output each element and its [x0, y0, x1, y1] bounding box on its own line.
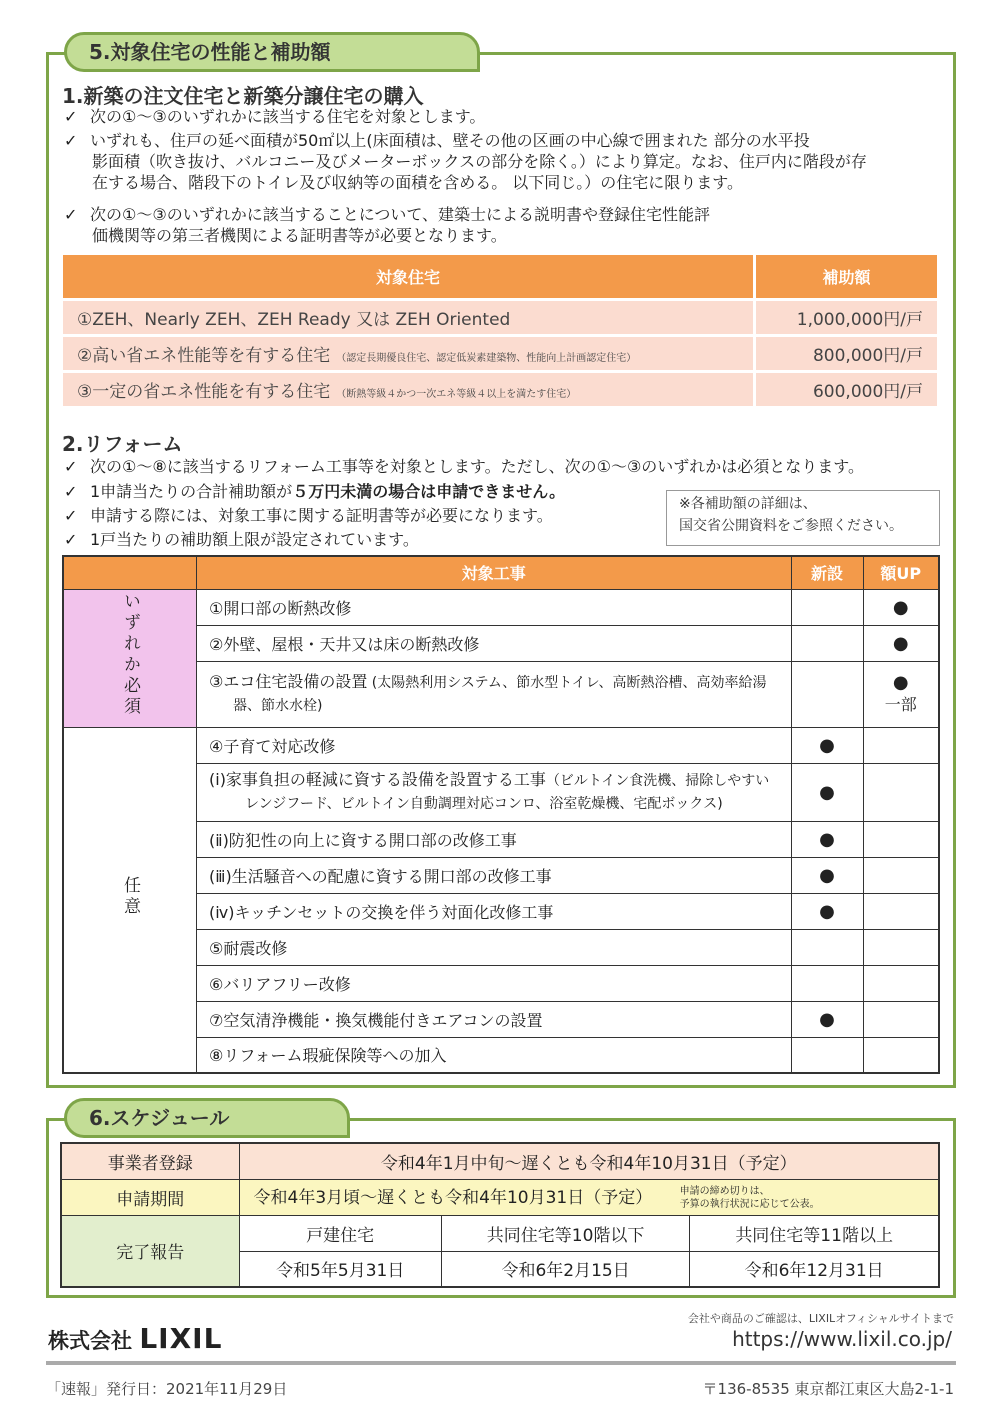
table-row — [62, 336, 939, 372]
new-mark — [791, 965, 863, 1001]
reform-bullet-4: ✓ 1戸当たりの補助額上限が設定されています。 — [64, 530, 419, 549]
registration-label: 事業者登録 — [61, 1143, 239, 1179]
house-name: ②高い省エネ性能等を有する住宅 （認定長期優良住宅、認定低炭素建築物、性能向上計画認定住宅） — [62, 336, 755, 372]
new-mark — [791, 1037, 863, 1073]
reform-subtitle: 2.リフォーム — [62, 432, 183, 456]
issue-date: 「速報」発行日：2021年11月29日 — [46, 1380, 288, 1398]
reform-work-table — [62, 555, 940, 1074]
newbuild-subtitle: 1.新築の注文住宅と新築分譲住宅の購入 — [62, 84, 424, 108]
work-item: ①開口部の断熱改修 — [197, 589, 792, 625]
col-apartment-low: 共同住宅等10階以下 — [441, 1215, 689, 1251]
check-icon: ✓ — [64, 530, 78, 549]
new-mark: ● — [791, 821, 863, 857]
col-apartment-high: 共同住宅等11階以上 — [690, 1215, 939, 1251]
header-house: 対象住宅 — [62, 254, 755, 300]
col-detached: 戸建住宅 — [239, 1215, 441, 1251]
work-item: (ⅱ)防犯性の向上に資する開口部の改修工事 — [197, 821, 792, 857]
company-address: 〒136-8535 東京都江東区大島2-1-1 — [702, 1380, 954, 1398]
new-mark — [791, 661, 863, 727]
website-link[interactable]: https://www.lixil.co.jp/ — [732, 1327, 952, 1351]
table-row — [61, 1143, 939, 1179]
table-row — [61, 1215, 939, 1251]
table-row — [63, 727, 939, 763]
footer-divider — [46, 1361, 956, 1365]
up-mark — [863, 727, 939, 763]
table-row — [62, 372, 939, 408]
up-mark — [863, 763, 939, 821]
up-mark — [863, 821, 939, 857]
new-mark: ● — [791, 727, 863, 763]
header-up: 額UP — [863, 556, 939, 589]
up-mark — [863, 1037, 939, 1073]
group-optional — [63, 727, 197, 1073]
check-icon: ✓ — [64, 457, 78, 476]
new-mark: ● — [791, 857, 863, 893]
up-mark — [863, 857, 939, 893]
company-name: 株式会社 LIXIL — [48, 1322, 223, 1355]
table-row — [62, 300, 939, 336]
work-item: ⑦空気清浄機能・換気機能付きエアコンの設置 — [197, 1001, 792, 1037]
check-icon: ✓ — [64, 131, 78, 150]
newbuild-bullet-1: ✓ 次の①～③のいずれかに該当する住宅を対象とします。 — [64, 107, 486, 126]
up-mark: ● — [863, 589, 939, 625]
check-icon: ✓ — [64, 482, 78, 501]
subsidy-amount: 600,000円/戸 — [755, 372, 939, 408]
up-mark — [863, 1001, 939, 1037]
group-required — [63, 589, 197, 727]
up-mark: ● 一部 — [863, 661, 939, 727]
application-label: 申請期間 — [61, 1179, 239, 1215]
date-apartment-low: 令和6年2月15日 — [441, 1251, 689, 1287]
date-apartment-high: 令和6年12月31日 — [690, 1251, 939, 1287]
lixil-logo: LIXIL — [139, 1322, 223, 1355]
table-row — [61, 1179, 939, 1215]
table-row — [63, 589, 939, 625]
reform-bullet-1: ✓ 次の①～⑧に該当するリフォーム工事等を対象とします。ただし、次の①～③のいずれかは必須となります。 — [64, 457, 865, 476]
work-item: (ⅳ)キッチンセットの交換を伴う対面化改修工事 — [197, 893, 792, 929]
new-mark: ● — [791, 1001, 863, 1037]
up-mark: ● — [863, 625, 939, 661]
subsidy-amount: 1,000,000円/戸 — [755, 300, 939, 336]
header-blank — [63, 556, 197, 589]
newbuild-subsidy-table — [60, 252, 940, 409]
check-icon: ✓ — [64, 107, 78, 126]
subsidy-amount: 800,000円/戸 — [755, 336, 939, 372]
check-icon: ✓ — [64, 205, 78, 224]
application-note: 申請の締め切りは、 予算の執行状況に応じて公表。 — [679, 1186, 820, 1210]
work-item: ④子育て対応改修 — [197, 727, 792, 763]
header-new: 新設 — [791, 556, 863, 589]
work-item: ③エコ住宅設備の設置 (太陽熱利用システム、節水型トイレ、高断熱浴槽、高効率給湯 器、節水水栓) — [197, 661, 792, 727]
new-mark — [791, 625, 863, 661]
header-work: 対象工事 — [197, 556, 792, 589]
work-item: ②外壁、屋根・天井又は床の断熱改修 — [197, 625, 792, 661]
work-item: (ⅰ)家事負担の軽減に資する設備を設置する工事（ビルトイン食洗機、掃除しやすい レンジフード、ビルトイン自動調理対応コンロ、浴室乾燥機、宅配ボックス) — [197, 763, 792, 821]
work-item: ⑤耐震改修 — [197, 929, 792, 965]
work-item: (ⅲ)生活騒音への配慮に資する開口部の改修工事 — [197, 857, 792, 893]
new-mark: ● — [791, 763, 863, 821]
reform-bullet-2: ✓ 1申請当たりの合計補助額が５万円未満の場合は申請できません。 — [64, 482, 566, 501]
new-mark — [791, 929, 863, 965]
section6-tab: 6.スケジュール — [64, 1098, 350, 1138]
new-mark: ● — [791, 893, 863, 929]
contact-note: 会社や商品のご確認は、LIXILオフィシャルサイトまで — [687, 1312, 954, 1325]
up-mark — [863, 965, 939, 1001]
up-mark — [863, 929, 939, 965]
work-item: ⑥バリアフリー改修 — [197, 965, 792, 1001]
check-icon: ✓ — [64, 506, 78, 525]
completion-label: 完了報告 — [61, 1215, 239, 1287]
up-mark — [863, 893, 939, 929]
registration-value: 令和4年1月中旬～遅くとも令和4年10月31日（予定） — [239, 1143, 939, 1179]
newbuild-bullet-3: ✓ 次の①～③のいずれかに該当することについて、建築士による説明書や登録住宅性能評 価機関等の第三者機関による証明書等が必要となります。 — [64, 205, 711, 245]
date-detached: 令和5年5月31日 — [239, 1251, 441, 1287]
group-required-label: いずれか必須 — [120, 592, 140, 718]
application-value: 令和4年3月頃～遅くとも令和4年10月31日（予定） 申請の締め切りは、 予算の執行状況に応じて公表。 — [239, 1179, 939, 1215]
section5-tab: 5.対象住宅の性能と補助額 — [64, 32, 480, 72]
house-name: ①ZEH、Nearly ZEH、ZEH Ready 又は ZEH Oriented — [62, 300, 755, 336]
newbuild-bullet-2: ✓ いずれも、住戸の延べ面積が50㎡以上(床面積は、壁その他の区画の中心線で囲まれた 部分の水平投 影面積（吹き抜け、バルコニー及びメーターボックスの部分を除く。）により算定。なお、住戸内に階段が存 在する場合、階段下のトイレ及び収納等の面積を含める。 以下同じ。）の住宅に限ります。 — [64, 131, 867, 192]
group-optional-label: 任意 — [120, 875, 140, 918]
house-name: ③一定の省エネ性能を有する住宅 （断熱等級４かつ一次エネ等級４以上を満たす住宅） — [62, 372, 755, 408]
reform-bullet-3: ✓ 申請する際には、対象工事に関する証明書等が必要になります。 — [64, 506, 553, 525]
new-mark — [791, 589, 863, 625]
header-amount: 補助額 — [755, 254, 939, 300]
detail-note-box: ※各補助額の詳細は、 国交省公開資料をご参照ください。 — [666, 490, 940, 546]
work-item: ⑧リフォーム瑕疵保険等への加入 — [197, 1037, 792, 1073]
schedule-table — [60, 1142, 940, 1288]
